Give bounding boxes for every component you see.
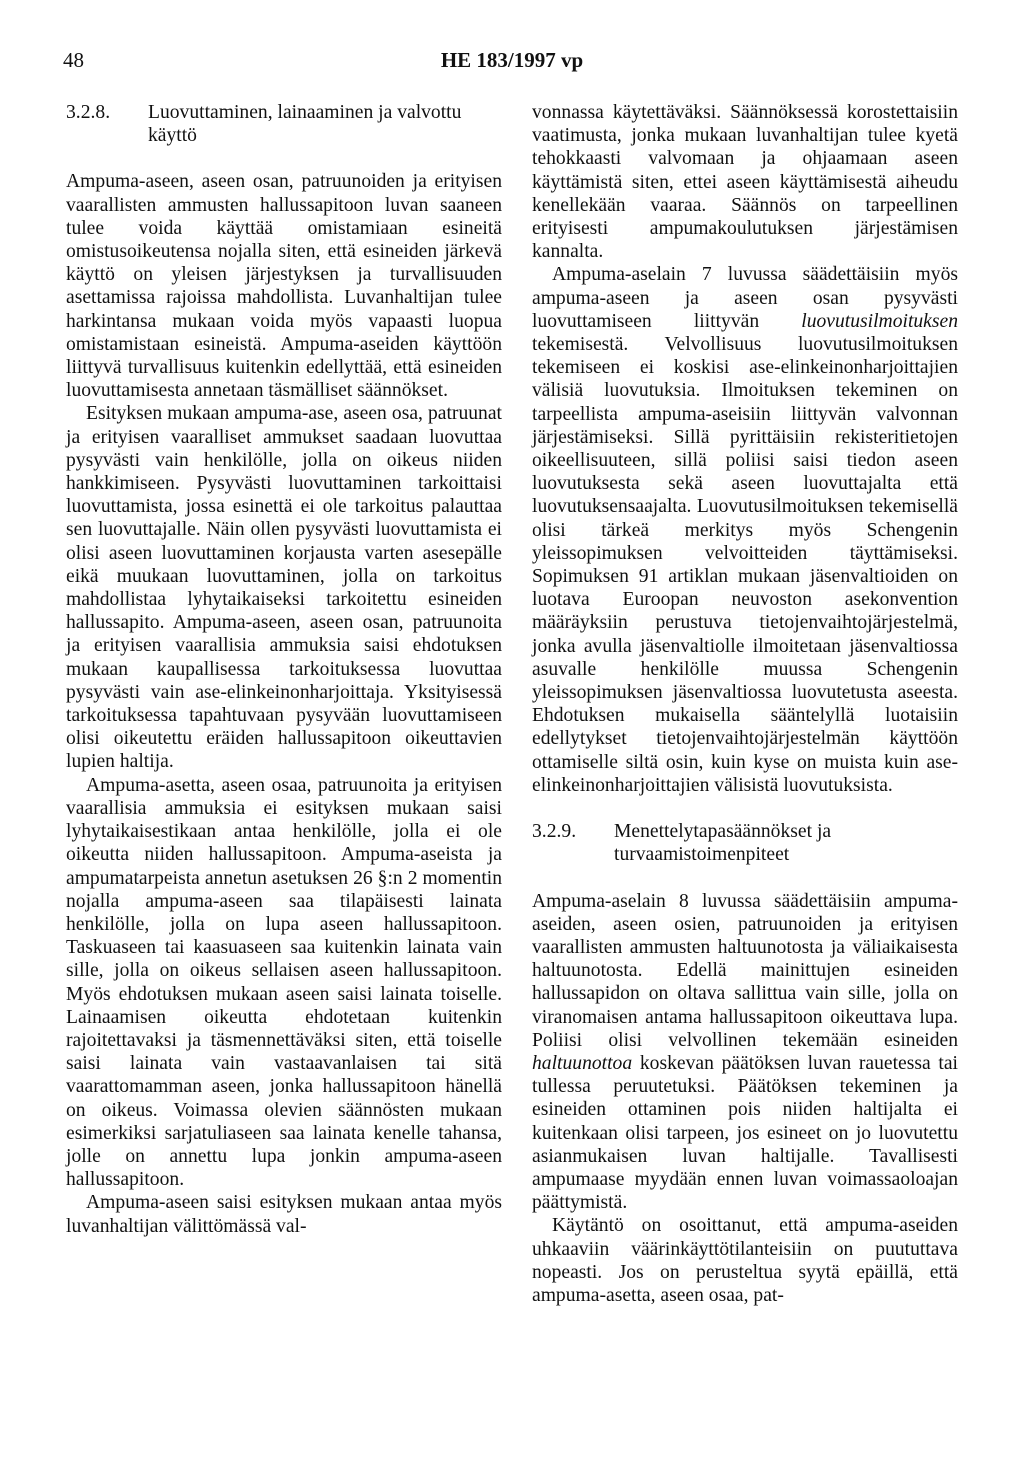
paragraph: vonnassa käytettäväksi. Säännöksessä korostettaisiin vaatimusta, jonka mukaan luvanhaltijan tulee kyetä tehokkaasti valvomaan ja ohjaamaan aseen käyttämistä siten, ettei aseen käyttämisestä aiheudu kenellekään vaaraa. Säännös on tarpeellinen erityisesti ampumakoulutuksen järjestämisen kannalta. [532, 102, 958, 263]
left-column [66, 101, 502, 1238]
section-number: 3.2.8. [66, 102, 111, 123]
section-title: Luovuttaminen, lainaaminen ja valvottu käyttö [148, 102, 462, 147]
italic-term: luovutusilmoituksen [801, 310, 958, 332]
text-run: Ampuma-aselain 8 luvussa säädettäisiin ampuma-aseiden, aseen osien, patruunoiden ja erityisen vaarallisten ammusten haltuunotosta ja väliaikaisesta haltuunotosta. Edellä mainittujen esineiden hallussapidon on oltava sallittua vain sille, jolla on viranomaisen antama hallussapitoon oikeuttava lupa. Poliisi olisi velvollinen tekemään esineiden [532, 890, 958, 1051]
section-title: Menettelytapasäännökset ja turvaamistoimenpiteet [614, 821, 832, 866]
text-run: koskevan päätöksen luvan rauetessa tai tullessa peruutetuksi. Päätöksen tekeminen ja esineiden ottaminen pois niiden haltijalta ei kuitenkaan olisi tarpeen, jos esineet on jo luovutettu asianmukaisen luvan haltijalle. Tavallisesti ampumaase myydään ennen luvan voimassaoloajan päättymistä. [532, 1052, 958, 1214]
spacer [532, 797, 958, 820]
running-title: HE 183/1997 vp [440, 48, 584, 72]
right-column [532, 101, 958, 1307]
spacer [532, 867, 958, 890]
section-heading-3-2-8 [66, 101, 502, 147]
section-heading-3-2-9 [532, 820, 958, 866]
text-run: Ampuma-aselain 7 luvussa säädettäisiin myös ampuma-aseen ja aseen osan pysyvästi luovuttamiseen liittyvän [532, 264, 958, 332]
paragraph: Käytäntö on osoittanut, että ampuma-aseiden uhkaaviin väärinkäyttötilanteisiin on puututtava nopeasti. Jos on perusteltua syytä epäillä, että ampuma-asetta, aseen osaa, pat- [532, 1215, 958, 1306]
section-number: 3.2.9. [532, 821, 577, 843]
text-run: tekemisestä. Velvollisuus luovutusilmoituksen tekemiseen ei koskisi ase-elinkeinonharjoittajien välisiä luovutuksia. Ilmoituksen tekeminen on tarpeellista ampuma-aseisiin liittyvän valvonnan järjestämiseksi. Sillä pyrittäisiin rekisteritietojen oikeellisuuteen, sillä poliisi saisi tiedon aseen luovutuksesta sekä aseen luovuttajalta että luovutuksensaajalta. Luovutusilmoituksen tekemisellä olisi tärkeä merkitys myös Schengenin yleissopimuksen velvoitteiden täyttämiseksi. Sopimuksen 91 artiklan mukaan jäsenvaltioiden on luotava Euroopan neuvoston asekonvention määräyksiin perustuva tietojenvaihtojärjestelmä, jonka avulla jäsenvaltiolle ilmoitetaan jäsenvaltiossa asuvalle henkilölle muussa Schengenin yleissopimuksen jäsenvaltiossa luovutetusta aseesta. Ehdotuksen mukaisella sääntelyllä luotaisiin edellytykset tietojenvaihtojärjestelmän käyttöön ottamiselle siltä osin, kuin kyse on muista kuin ase-elinkeinonharjoittajien välisistä luovutuksista. [532, 334, 958, 796]
spacer [66, 147, 502, 170]
paragraph [532, 890, 958, 1215]
page-number: 48 [63, 48, 84, 72]
page-header [0, 48, 1024, 78]
italic-term: haltuunottoa [532, 1052, 633, 1074]
paragraph: Ampuma-aseen, aseen osan, patruunoiden ja erityisen vaarallisten ammusten hallussapitoon luvan saaneen tulee voida käyttää omistamiaan esineitä omistusoikeutensa nojalla siten, että esineiden järkevä käyttö on yleisen järjestyksen ja turvallisuuden asettamissa rajoissa mahdollista. Luvanhaltijan tulee harkintansa mukaan voida myös vapaasti luopua omistamistaan esineistä. Ampuma-aseiden käyttöön liittyvä turvallisuus kuitenkin edellyttää, että esineiden luovuttamisesta annetaan täsmälliset säännökset. [66, 171, 502, 402]
paragraph: Esityksen mukaan ampuma-ase, aseen osa, patruunat ja erityisen vaaralliset ammukset saadaan luovuttaa pysyvästi vain henkilölle, jolla on oikeus niiden hankkimiseen. Pysyvästi luovuttaminen tarkoittaisi luovuttamista, jossa esinettä ei ole tarkoitus palauttaa sen luovuttajalle. Näin ollen pysyvästi luovuttamista ei olisi aseen luovuttaminen korjausta varten asesepälle eikä muukaan luovuttaminen, jolla on tarkoitus mahdollistaa lyhytaikaiseksi tarkoitettu esineiden hallussapito. Ampuma-aseen, aseen osan, patruunoita ja erityisen vaarallisia ammuksia saisi ehdotuksen mukaan kaupallisessa tarkoituksessa luovuttaa pysyvästi vain ase-elinkeinonharjoittaja. Yksityisessä tarkoituksessa tapahtuvaan pysyvään luovuttamiseen olisi oikeutettu eräiden hallussapitoon oikeuttavien lupien haltija. [66, 403, 502, 773]
paragraph [532, 263, 958, 797]
paragraph: Ampuma-asetta, aseen osaa, patruunoita ja erityisen vaarallisia ammuksia ei esityksen mukaan saisi lyhytaikaisestikaan antaa henkilölle, jolla ei ole oikeutta niiden hallussapitoon. Ampuma-aseista ja ampumatarpeista annetun asetuksen 26 §:n 2 momentin nojalla ampuma-aseen saa tilapäisesti lainata henkilölle, jolla on lupa aseen hallussapitoon. Taskuaseen tai kaasuaseen saa kuitenkin lainata vain sille, jolla on oikeus sellaisen aseen hallussapitoon. Myös ehdotuksen mukaan aseen saisi lainata toiselle. Lainaamisen oikeutta ehdotetaan kuitenkin rajoitettavaksi ja täsmennettäväksi siten, että toiselle saisi lainata vain vastaavanlaisen tai sitä vaarattomamman aseen, jonka hallussapitoon hänellä on oikeus. Voimassa olevien säännösten mukaan esimerkiksi sarjatuliaseen saa lainata kenelle tahansa, jolle on annettu lupa jonkin ampuma-aseen hallussapitoon. [66, 774, 502, 1191]
paragraph: Ampuma-aseen saisi esityksen mukaan antaa myös luvanhaltijan välittömässä val- [66, 1192, 502, 1237]
